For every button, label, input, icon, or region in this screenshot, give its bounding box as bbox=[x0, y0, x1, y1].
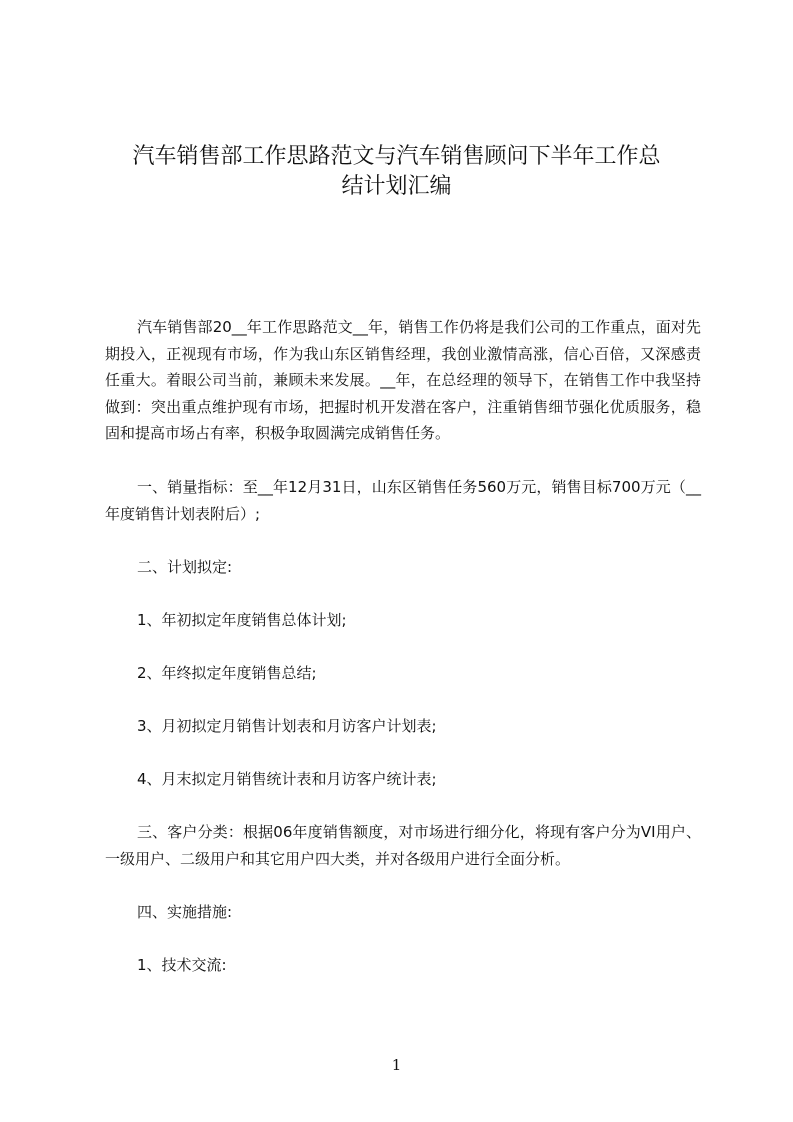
section-4-item-1: 1、技术交流: bbox=[137, 956, 227, 974]
plan-item-1: 1、年初拟定年度销售总体计划; bbox=[137, 611, 347, 629]
plan-item-4: 4、月末拟定月销售统计表和月访客户统计表; bbox=[137, 770, 437, 788]
section-2-heading: 二、计划拟定: bbox=[137, 558, 233, 576]
document-title bbox=[96, 142, 697, 202]
plan-item-2: 2、年终拟定年度销售总结; bbox=[137, 664, 317, 682]
section-1-sales-target: 一、销量指标：至__年12月31日，山东区销售任务560万元，销售目标700万元（__年度销售计划表附后）; bbox=[105, 478, 701, 523]
title-line-2: 结计划汇编 bbox=[341, 174, 452, 199]
section-3-customer-classification: 三、客户分类：根据06年度销售额度，对市场进行细分化，将现有客户分为VI用户、一级用户、二级用户和其它用户四大类，并对各级用户进行全面分析。 bbox=[105, 823, 701, 868]
intro-paragraph: 汽车销售部20__年工作思路范文__年，销售工作仍将是我们公司的工作重点，面对先期投入，正视现有市场，作为我山东区销售经理，我创业激情高涨，信心百倍，又深感责任重大。着眼公司当前，兼顾未来发展。__年，在总经理的领导下，在销售工作中我坚持做到：突出重点维护现有市场，把握时机开发潜在客户，注重销售细节强化优质服务，稳固和提高市场占有率，积极争取圆满完成销售任务。 bbox=[105, 318, 701, 442]
page-number: 1 bbox=[391, 1056, 402, 1074]
plan-item-3: 3、月初拟定月销售计划表和月访客户计划表; bbox=[137, 717, 437, 735]
title-line-1: 汽车销售部工作思路范文与汽车销售顾问下半年工作总 bbox=[132, 144, 661, 169]
section-4-heading: 四、实施措施: bbox=[137, 903, 233, 921]
